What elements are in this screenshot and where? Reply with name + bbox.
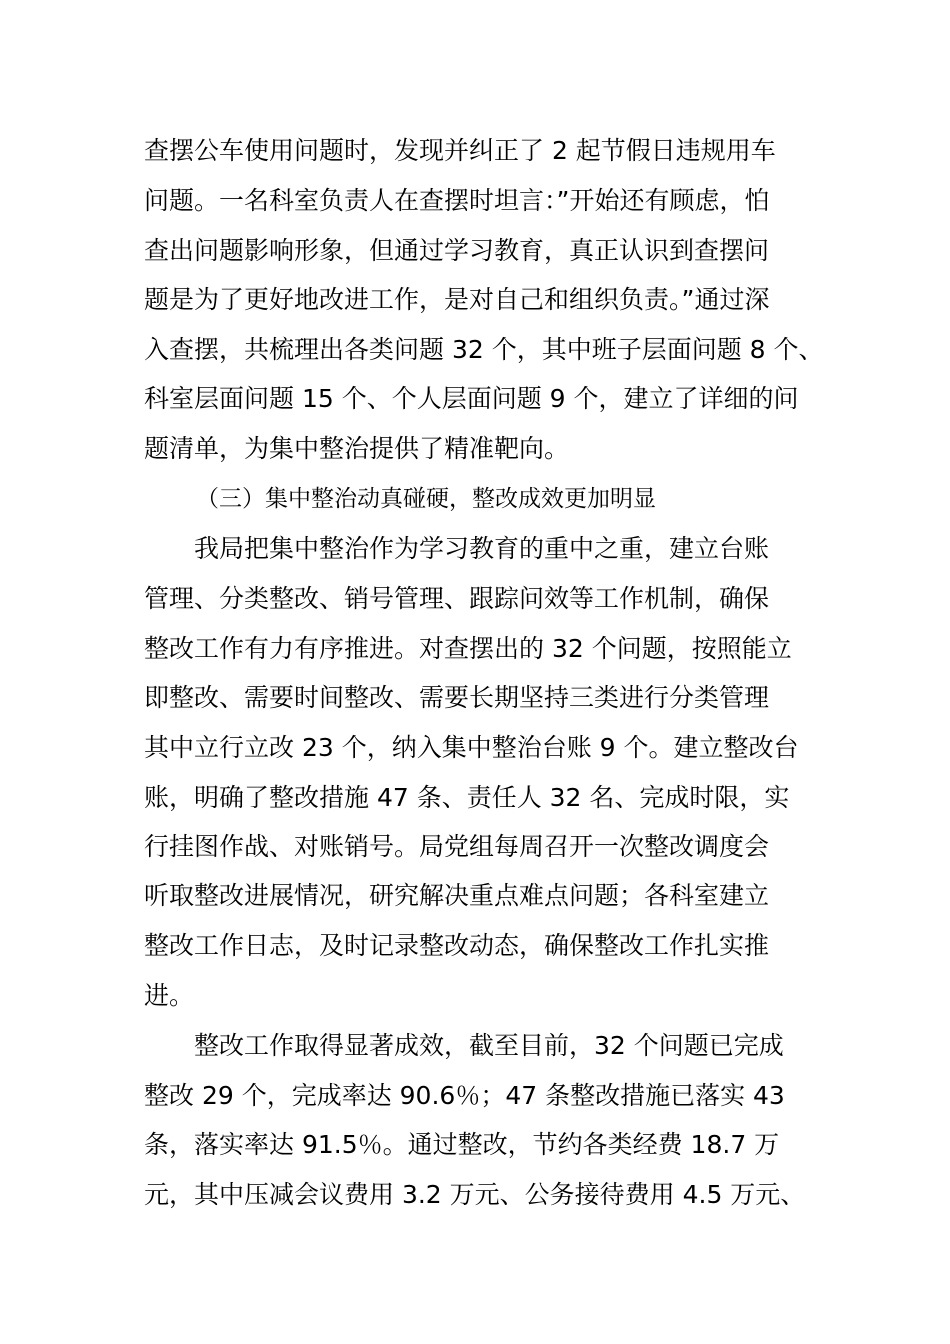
paragraph-line: 科室层面问题 15 个、个人层面问题 9 个，建立了详细的问 — [144, 384, 799, 413]
paragraph-line: 题清单，为集中整治提供了精准靶向。 — [144, 434, 570, 463]
paragraph-line: 即整改、需要时间整改、需要长期坚持三类进行分类管理 — [144, 683, 770, 712]
paragraph-line: 整改 29 个，完成率达 90.6％；47 条整改措施已落实 43 — [144, 1081, 785, 1110]
paragraph-line: 整改工作取得显著成效，截至目前，32 个问题已完成 — [194, 1031, 784, 1060]
paragraph-line: 入查摆，共梳理出各类问题 32 个，其中班子层面问题 8 个、 — [144, 335, 824, 364]
paragraph-line: 其中立行立改 23 个，纳入集中整治台账 9 个。建立整改台 — [144, 733, 799, 762]
paragraph-line: 管理、分类整改、销号管理、跟踪问效等工作机制，确保 — [144, 584, 770, 613]
paragraph-line: 查摆公车使用问题时，发现并纠正了 2 起节假日违规用车 — [144, 136, 776, 165]
paragraph-line: 账，明确了整改措施 47 条、责任人 32 名、完成时限，实 — [144, 783, 790, 812]
paragraph-line: 整改工作日志，及时记录整改动态，确保整改工作扎实推 — [144, 931, 770, 960]
paragraph-line: 条，落实率达 91.5％。通过整改，节约各类经费 18.7 万 — [144, 1130, 780, 1159]
paragraph-line: 进。 — [144, 981, 195, 1010]
paragraph-line: 元，其中压减会议费用 3.2 万元、公务接待费用 4.5 万元、 — [144, 1180, 806, 1209]
paragraph-line: 听取整改进展情况，研究解决重点难点问题；各科室建立 — [144, 881, 770, 910]
section-heading: （三）集中整治动真碰硬，整改成效更加明显 — [196, 486, 656, 512]
paragraph-line: 查出问题影响形象，但通过学习教育，真正认识到查摆问 — [144, 236, 770, 265]
paragraph-line: 整改工作有力有序推进。对查摆出的 32 个问题，按照能立 — [144, 634, 792, 663]
paragraph-line: 行挂图作战、对账销号。局党组每周召开一次整改调度会 — [144, 832, 770, 861]
paragraph-line: 问题。一名科室负责人在查摆时坦言：”开始还有顾虑，怕 — [144, 186, 770, 215]
paragraph-line: 我局把集中整治作为学习教育的重中之重，建立台账 — [194, 534, 770, 563]
paragraph-line: 题是为了更好地改进工作，是对自己和组织负责。”通过深 — [144, 285, 770, 314]
